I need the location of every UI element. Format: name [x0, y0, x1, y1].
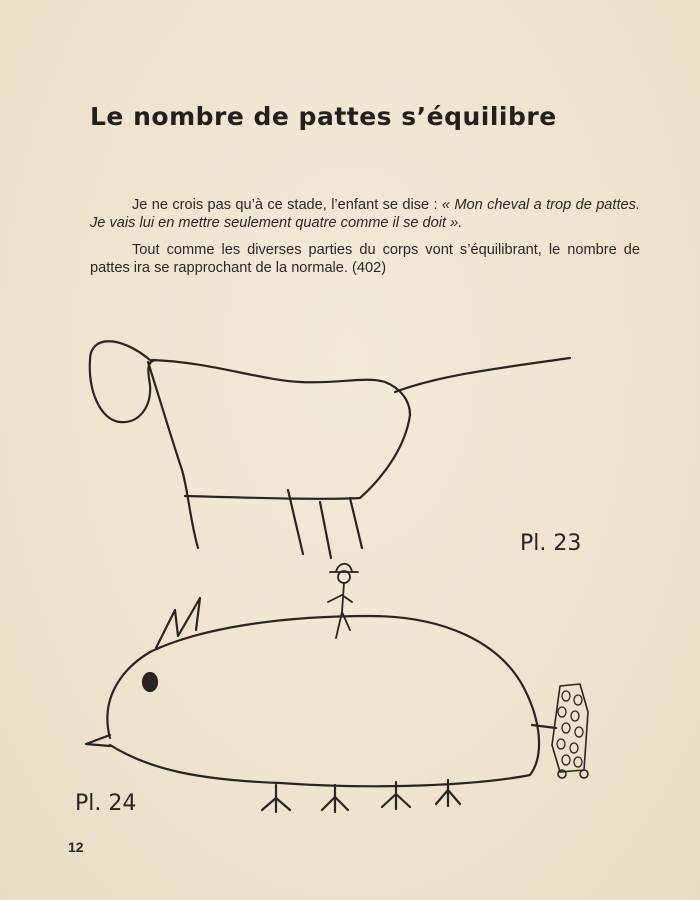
horse-neck [148, 362, 198, 548]
horse-leg [350, 498, 362, 548]
horse-belly [185, 415, 410, 499]
horse-back [152, 360, 410, 415]
animal-beak [86, 735, 110, 746]
plate-label-pl23: Pl. 23 [520, 531, 582, 556]
animal-tail [532, 725, 556, 728]
horse-drawing-pl23 [90, 341, 570, 558]
animal-eye [143, 673, 157, 691]
horse-head [90, 341, 155, 422]
paragraph-1-text: Je ne crois pas qu’à ce stade, l’enfant se dise : [132, 197, 442, 213]
horse-tail [395, 358, 570, 392]
rider-body [328, 583, 352, 638]
cart-pattern [557, 691, 583, 767]
paragraph-1-quote: « Mon cheval a trop de pattes. Je vais lui en mettre seulement quatre comme il se doit ». [90, 197, 641, 231]
animal-drawing-pl24 [86, 598, 556, 812]
plate-label-pl24: Pl. 24 [75, 791, 137, 816]
rider-figure [328, 564, 358, 638]
cart-wheel [580, 770, 588, 778]
cart-drawing [552, 684, 588, 778]
page-number: 12 [68, 839, 84, 855]
horse-leg [320, 502, 331, 558]
animal-body [107, 616, 539, 786]
page-title: Le nombre de pattes s’équilibre [90, 102, 557, 131]
paragraph-2: Tout comme les diverses parties du corps vont s’équilibrant, le nombre de pattes ira se rapprochant de la normale. (402) [90, 242, 640, 276]
